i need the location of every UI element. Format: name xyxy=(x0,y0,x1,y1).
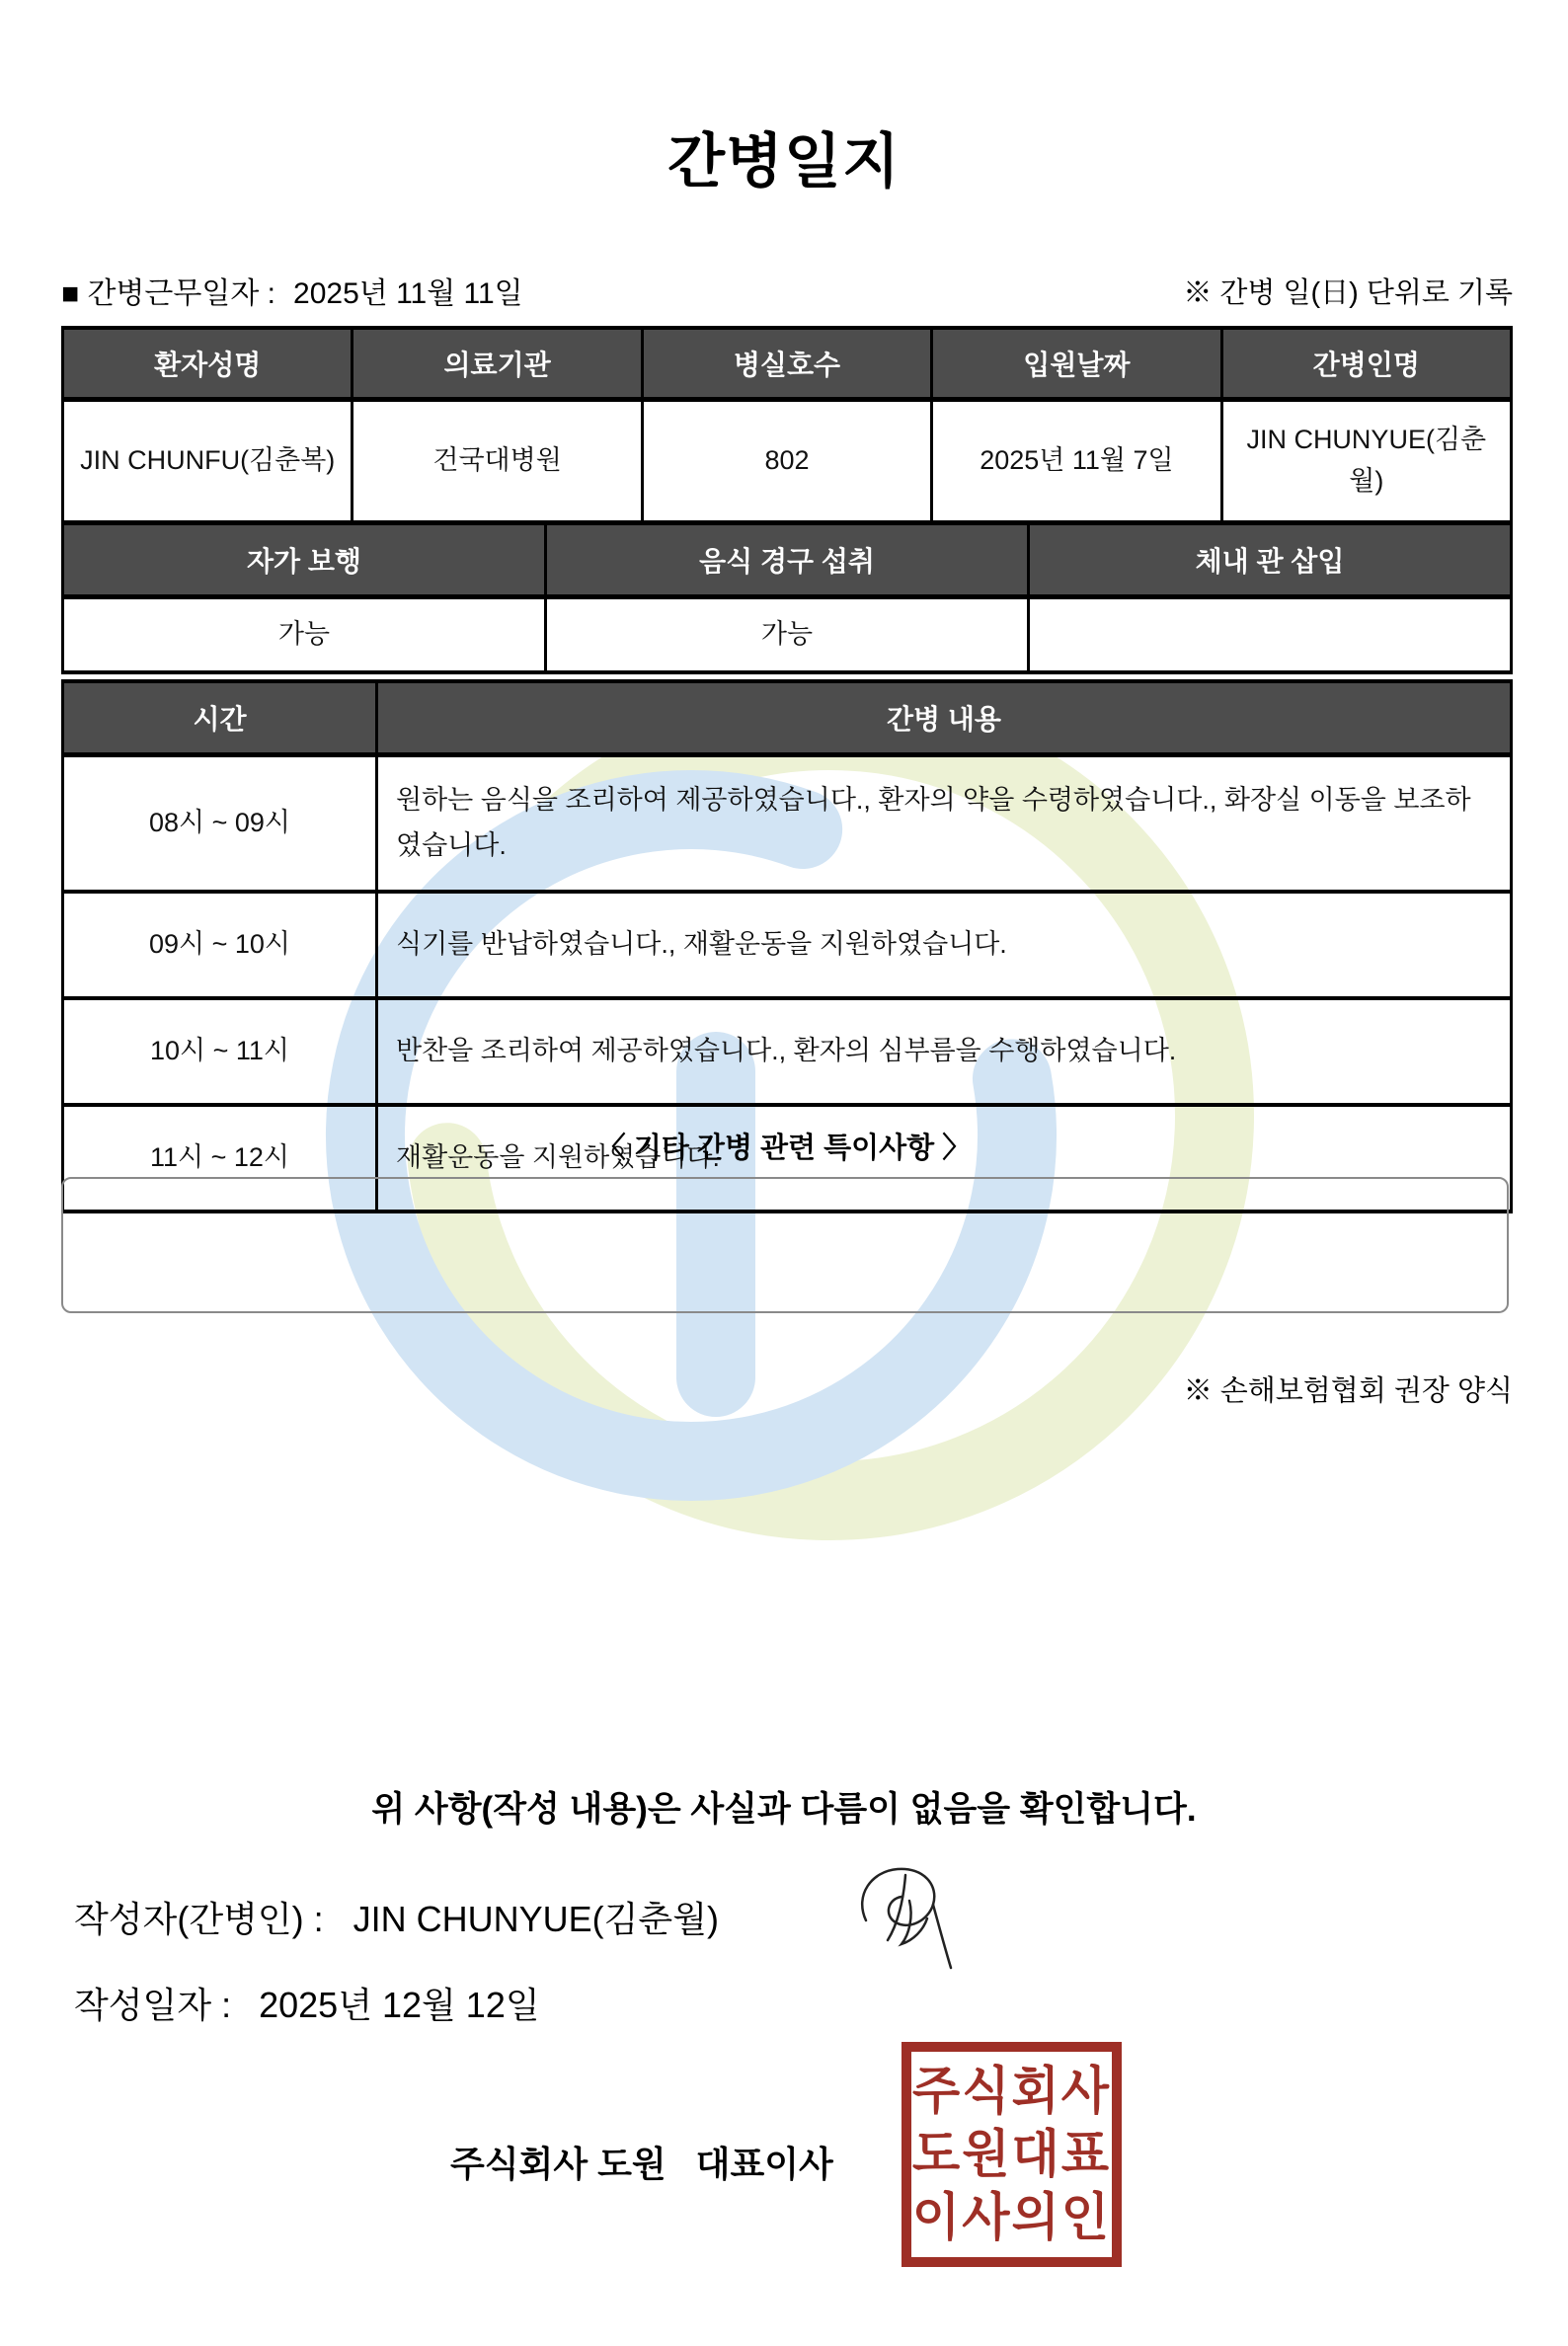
writer-name: JIN CHUNYUE(김춘월) xyxy=(353,1899,719,1939)
header-time: 시간 xyxy=(63,681,377,755)
oral-intake-cell: 가능 xyxy=(546,597,1029,673)
caregiver-name-cell: JIN CHUNYUE(김춘월) xyxy=(1221,400,1511,523)
internal-tube-cell xyxy=(1029,597,1512,673)
record-unit-note: ※ 간병 일(日) 단위로 기록 xyxy=(1183,276,1513,309)
header-room-number: 병실호수 xyxy=(642,328,931,400)
writer-line xyxy=(74,1892,719,1942)
room-number-cell: 802 xyxy=(642,400,931,523)
header-care-content: 간병 내용 xyxy=(377,681,1512,755)
care-content: 반찬을 조리하여 제공하였습니다., 환자의 심부름을 수행하였습니다. xyxy=(377,998,1512,1105)
care-content: 식기를 반납하였습니다., 재활운동을 지원하였습니다. xyxy=(377,892,1512,998)
care-time: 08시 ~ 09시 xyxy=(63,755,377,893)
meta-row xyxy=(61,269,1513,312)
header-medical-institution: 의료기관 xyxy=(353,328,642,400)
header-patient-name: 환자성명 xyxy=(63,328,353,400)
medical-institution-cell: 건국대병원 xyxy=(353,400,642,523)
confirmation-statement: 위 사항(작성 내용)은 사실과 다름이 없음을 확인합니다. xyxy=(371,1790,1197,1829)
patient-info-table xyxy=(61,326,1513,524)
patient-info-header-row xyxy=(63,328,1512,400)
work-date-line xyxy=(61,269,523,312)
recommended-form-note: ※ 손해보험협회 권장 양식 xyxy=(1183,1375,1513,1407)
patient-condition-table xyxy=(61,521,1513,674)
page-title: 간병일지 xyxy=(667,128,901,195)
writer-label: 작성자(간병인) : xyxy=(74,1899,324,1939)
company-representative-line: 주식회사 도원 대표이사 xyxy=(450,2144,833,2184)
care-time: 10시 ~ 11시 xyxy=(63,998,377,1105)
condition-value-row xyxy=(63,597,1512,673)
care-time: 11시 ~ 12시 xyxy=(63,1105,377,1212)
seal-text-line: 이사의인 xyxy=(911,2188,1112,2247)
care-content: 원하는 음식을 조리하여 제공하였습니다., 환자의 약을 수령하였습니다., 화장실 이동을 보조하였습니다. xyxy=(377,755,1512,893)
care-log-row xyxy=(63,755,1512,893)
care-log-header-row xyxy=(63,681,1512,755)
corporate-seal-stamp xyxy=(902,2042,1122,2267)
write-date-value: 2025년 12월 12일 xyxy=(259,1985,540,2025)
patient-name-cell: JIN CHUNFU(김춘복) xyxy=(63,400,353,523)
special-notes-heading: 〈 기타 간병 관련 특이사항 〉 xyxy=(596,1133,972,1164)
header-oral-intake: 음식 경구 섭취 xyxy=(546,523,1029,597)
signature-image xyxy=(844,1861,978,1975)
care-time: 09시 ~ 10시 xyxy=(63,892,377,998)
work-date-label: ■ 간병근무일자 : xyxy=(61,277,276,310)
header-admission-date: 입원날짜 xyxy=(932,328,1221,400)
care-log-row xyxy=(63,892,1512,998)
seal-text-line: 주식회사 xyxy=(911,2062,1112,2121)
write-date-line xyxy=(74,1978,540,2028)
header-self-walking: 자가 보행 xyxy=(63,523,546,597)
self-walking-cell: 가능 xyxy=(63,597,546,673)
write-date-label: 작성일자 : xyxy=(74,1985,232,2025)
seal-text-line: 도원대표 xyxy=(911,2125,1112,2184)
admission-date-cell: 2025년 11월 7일 xyxy=(932,400,1221,523)
care-log-row xyxy=(63,998,1512,1105)
header-caregiver-name: 간병인명 xyxy=(1221,328,1511,400)
header-internal-tube: 체내 관 삽입 xyxy=(1029,523,1512,597)
work-date-value: 2025년 11월 11일 xyxy=(293,277,523,310)
care-content: 재활운동을 지원하였습니다. xyxy=(377,1105,1512,1212)
condition-header-row xyxy=(63,523,1512,597)
patient-info-value-row xyxy=(63,400,1512,523)
special-notes-box xyxy=(61,1177,1509,1313)
